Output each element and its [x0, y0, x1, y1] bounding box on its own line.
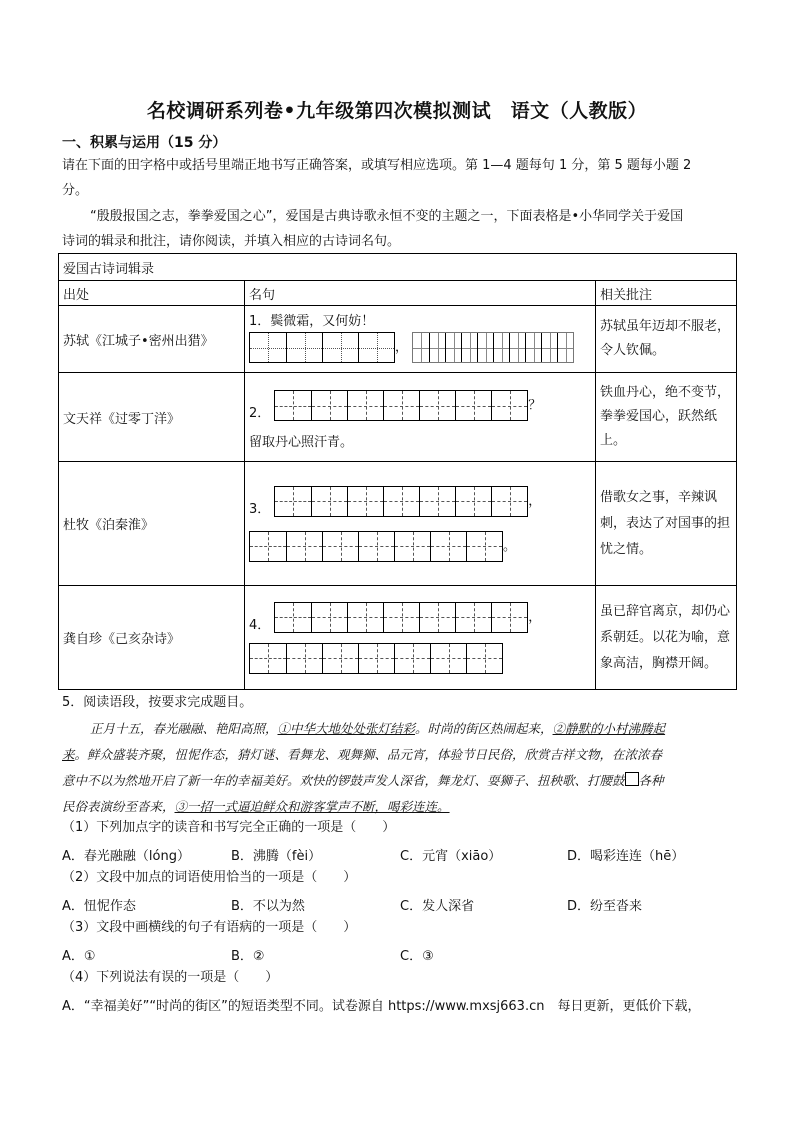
page-title: 名校调研系列卷•九年级第四次模拟测试 语文（人教版） [146, 100, 648, 122]
option-d[interactable]: D．喝彩连连（hē） [567, 849, 685, 864]
given-line: 留取丹心照汗青。 [249, 435, 354, 450]
header-note: 相关批注 [596, 281, 737, 306]
option-c[interactable]: C．发人深省 [400, 899, 475, 914]
table-row: 苏轼《江城子•密州出猎》 1．鬓微霜，又何妨！ ， 苏轼虽年迈却不服老，令人钦佩。 [59, 306, 737, 373]
passage-line-4: 民俗表演纷至沓来，③一招一式逼迫鲜众和游客掌声不断，喝彩连连。 [62, 799, 450, 814]
instruction-text: 请在下面的田字格中或括号里端正地书写正确答案，或填写相应选项。第 1—4 题每句 1 分，第 5 题每小题 2 [62, 158, 692, 173]
answer-grid[interactable] [274, 486, 528, 517]
option-b[interactable]: B．不以为然 [231, 899, 305, 914]
passage-line-1: 正月十五，春光融融、艳阳高照，①中华大地处处张灯结彩。时尚的街区热闹起来，②静默的小村沸腾起 [90, 721, 666, 736]
row-note: 虽已辞官离京，却仍心系朝廷。以花为喻，意象高洁，胸襟开阔。 [596, 586, 737, 690]
q5-heading: 5．阅读语段，按要求完成题目。 [62, 695, 253, 710]
answer-grid[interactable] [274, 390, 528, 421]
answer-grid[interactable] [274, 602, 528, 633]
sub-question-3: （3）文段中画横线的句子有语病的一项是（ ） [62, 920, 357, 935]
option-a[interactable]: A．① [62, 949, 96, 964]
answer-grid[interactable] [412, 332, 574, 363]
sentence-3: ③一招一式逼迫鲜众和游客掌声不断，喝彩连连。 [174, 799, 450, 814]
option-a[interactable]: A．忸怩作态 [62, 899, 136, 914]
option-c[interactable]: C．③ [400, 949, 434, 964]
passage-line-3: 意中不以为然地开启了新一年的幸福美好。欢快的锣鼓声发人深省，舞龙灯、耍狮子、扭秧歌、打腰鼓 各种 [62, 773, 664, 788]
poem-table [58, 253, 737, 690]
row-source: 苏轼《江城子•密州出猎》 [59, 306, 245, 373]
option-b[interactable]: B．② [231, 949, 265, 964]
table-row: 杜牧《泊秦淮》 3． ， 。 借歌女之事，辛辣讽刺，表达了对国事的担忧之情。 [59, 462, 737, 586]
header-line: 名句 [245, 281, 596, 306]
intro-text: “殷殷报国之志，拳拳爱国之心”，爱国是古典诗歌永恒不变的主题之一，下面表格是•小华同学关于爱国 [90, 209, 684, 224]
answer-grid[interactable] [249, 332, 395, 363]
row-source: 杜牧《泊秦淮》 [59, 462, 245, 586]
option-b[interactable]: B．沸腾（fèi） [231, 849, 322, 864]
row-source: 文天祥《过零丁洋》 [59, 373, 245, 462]
row-note: 借歌女之事，辛辣讽刺，表达了对国事的担忧之情。 [596, 462, 737, 586]
option-c[interactable]: C．元宵（xiāo） [400, 849, 502, 864]
sentence-1: ①中华大地处处张灯结彩 [277, 721, 416, 736]
row-source: 龚自珍《己亥杂诗》 [59, 586, 245, 690]
punctuation-blank[interactable] [625, 772, 639, 786]
table-row: 文天祥《过零丁洋》 2． ？ 留取丹心照汗青。 铁血丹心，绝不变节，拳拳爱国心，跃然纸上。 [59, 373, 737, 462]
section-heading: 一、积累与运用（15 分） [62, 135, 227, 151]
option-d[interactable]: D．纷至沓来 [567, 899, 643, 914]
intro-text-cont: 诗词的辑录和批注，请你阅读，并填入相应的古诗词名句。 [62, 234, 401, 249]
answer-grid[interactable] [249, 531, 503, 562]
sub-question-1: （1）下列加点字的读音和书写完全正确的一项是（ ） [62, 820, 396, 835]
row-note: 铁血丹心，绝不变节，拳拳爱国心，跃然纸上。 [596, 373, 737, 462]
instruction-text-cont: 分。 [62, 183, 89, 198]
row-note: 苏轼虽年迈却不服老，令人钦佩。 [596, 306, 737, 373]
answer-grid[interactable] [249, 643, 503, 674]
option-a[interactable]: A．“幸福美好”“时尚的街区”的短语类型不同。试卷源自 https://www.mxsj663.cn 每日更新，更低价下载， [62, 999, 701, 1014]
sub-question-4: （4）下列说法有误的一项是（ ） [62, 970, 279, 985]
table-caption: 爱国古诗词辑录 [59, 254, 737, 281]
option-a[interactable]: A．春光融融（lóng） [62, 849, 190, 864]
passage-line-2: 来。鲜众盛装齐聚，忸怩作态，猜灯谜、看舞龙、观舞狮、品元宵，体验节日民俗，欣赏吉祥文物，在浓浓春 [62, 747, 663, 762]
table-row: 龚自珍《己亥杂诗》 4． ， 虽已辞官离京，却仍心系朝廷。以花为喻，意象高洁，胸襟开阔。 [59, 586, 737, 690]
sub-question-2: （2）文段中加点的词语使用恰当的一项是（ ） [62, 870, 357, 885]
given-line: 鬓微霜，又何妨！ [270, 314, 375, 329]
header-source: 出处 [59, 281, 245, 306]
sentence-2: ②静默的小村沸腾起 [552, 721, 666, 736]
